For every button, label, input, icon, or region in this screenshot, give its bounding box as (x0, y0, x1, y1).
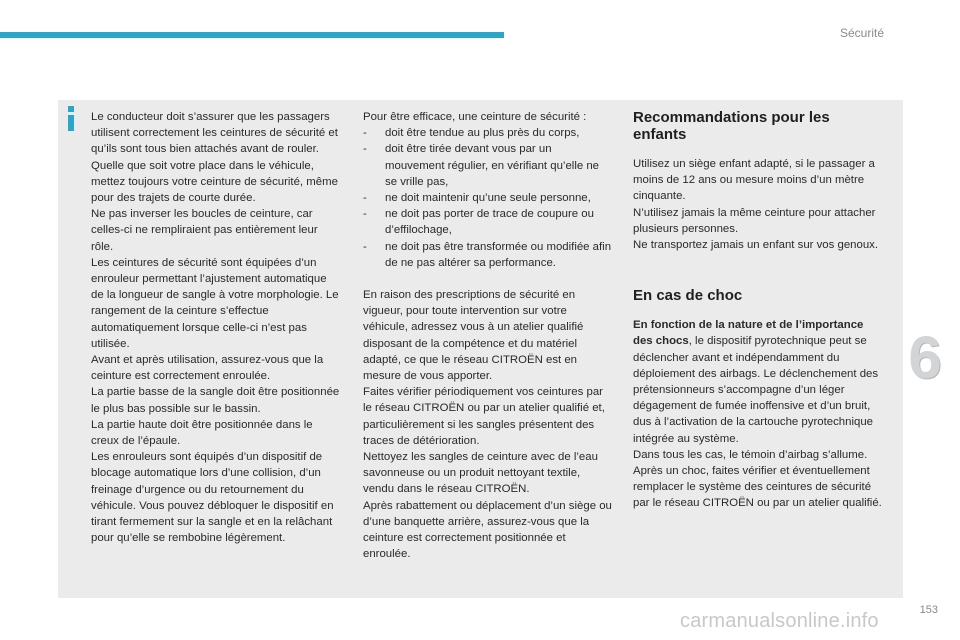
info-icon (62, 106, 80, 132)
list-item: - ne doit pas porter de trace de coupure ou d’effilochage, (363, 208, 594, 237)
column-belt-efficacy (363, 109, 613, 562)
paragraph: Avant et après utilisation, assurez-vous que la ceinture est correctement enroulée. (91, 354, 324, 383)
heading-shock: En cas de choc (633, 287, 743, 305)
paragraph: En raison des prescriptions de sécurité en vigueur, pour toute intervention sur votre véhicule, adressez vous à un atelier qualifié disposant de la compétence et du matériel adapté, ce que le réseau CITROËN est en mesure de vous apporter. (363, 289, 584, 383)
paragraph: Quelle que soit votre place dans le véhicule, mettez toujours votre ceinture de sécurité, même pour des trajets de courte durée. (91, 159, 338, 205)
paragraph (633, 317, 883, 447)
column-belt-usage (91, 109, 341, 546)
paragraph: Ne pas inverser les boucles de ceinture, car celles-ci ne rempliraient pas entièrement leur rôle. (91, 208, 318, 253)
paragraph: Les ceintures de sécurité sont équipées d’un enrouleur permettant l’ajustement automatique de la longueur de sangle à votre morphologie. Le rangement de la ceinture s’effectue automatiquement lorsque celle-ci n’est pas utilisée. (91, 256, 339, 350)
paragraph: Faites vérifier périodiquement vos ceintures par le réseau CITROËN ou par un atelier qualifié et, particulièrement si les sangles présentent des traces de détérioration. (363, 386, 605, 447)
paragraph: N’utilisez jamais la même ceinture pour attacher plusieurs personnes. (633, 206, 876, 235)
belt-requirements-list (363, 125, 613, 271)
info-icon-stem (68, 115, 74, 131)
shock-bold-text: En fonction de la nature et de l’importance des chocs (633, 319, 864, 348)
paragraph: Après un choc, faites vérifier et éventuellement remplacer le système des ceintures de sécurité par le réseau CITROËN ou par un atelier qualifié. (633, 465, 882, 510)
header-accent-bar (0, 32, 504, 38)
paragraph: Dans tous les cas, le témoin d’airbag s’allume. (633, 448, 868, 461)
paragraph: Nettoyez les sangles de ceinture avec de l’eau savonneuse ou un produit nettoyant textile, vendu dans le réseau CITROËN. (363, 451, 598, 496)
paragraph: Les enrouleurs sont équipés d’un dispositif de blocage automatique lors d’une collision, d’un freinage d’urgence ou du retournement du véhicule. Vous pouvez débloquer le dispositif en tirant fermement sur la sangle et en la relâchant pour qu’elle se rembobine légèrement. (91, 451, 334, 545)
list-item: - ne doit maintenir qu’une seule personne, (363, 192, 591, 205)
list-item: - doit être tendue au plus près du corps, (363, 127, 580, 140)
paragraph: Utilisez un siège enfant adapté, si le passager a moins de 12 ans ou mesure moins d’un mètre cinquante. (633, 158, 875, 203)
heading-children: Recommandations pour les enfants (633, 109, 830, 143)
paragraph: Après rabattement ou déplacement d’un siège ou d’une banquette arrière, assurez-vous que la ceinture est correctement positionnée et enroulée. (363, 499, 612, 561)
list-item: - ne doit pas être transformée ou modifiée afin de ne pas altérer sa performance. (363, 240, 612, 269)
info-icon-dot (68, 106, 74, 112)
paragraph: La partie haute doit être positionnée dans le creux de l’épaule. (91, 418, 313, 448)
column-children-and-shock (633, 109, 883, 512)
paragraph: La partie basse de la sangle doit être positionnée le plus bas possible sur le bassin. (91, 386, 340, 415)
shock-text: , le dispositif pyrotechnique peut se déclencher avant et indépendamment du déploiement des airbags. Le déclenchement des prétensionneurs s’accompagne d’un léger dégagement de fumée inoffensive et d’un bruit, dus à l’activation de la cartouche pyrotechnique intégrée au système. (633, 335, 879, 445)
chapter-number: 6 (908, 323, 942, 391)
list-item: - doit être tirée devant vous par un mouvement régulier, en vérifiant qu’elle ne se vrille pas, (363, 143, 600, 188)
bullets-intro: Pour être efficace, une ceinture de sécurité : (363, 111, 587, 123)
section-title: Sécurité (839, 26, 884, 40)
paragraph: Ne transportez jamais un enfant sur vos genoux. (633, 239, 879, 252)
paragraph: Le conducteur doit s’assurer que les passagers utilisent correctement les ceintures de sécurité et qu’ils sont tous bien attachés avant de rouler. (91, 111, 338, 156)
watermark: carmanualsonline.info (680, 610, 879, 632)
page-number: 153 (919, 604, 938, 616)
